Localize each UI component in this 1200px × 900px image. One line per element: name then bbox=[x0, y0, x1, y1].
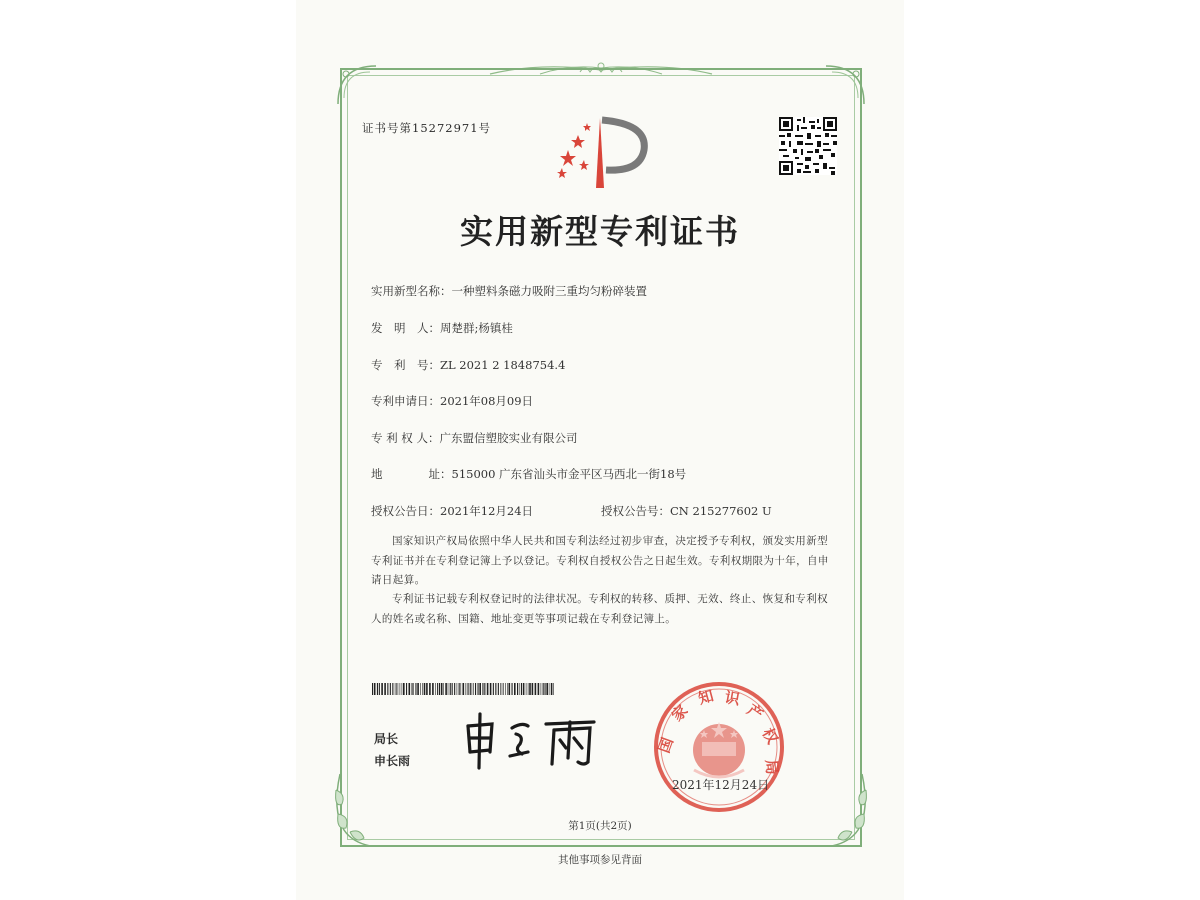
field-value: 2021年08月09日 bbox=[440, 394, 534, 408]
barcode-bar bbox=[374, 683, 376, 695]
barcode-bar bbox=[437, 683, 438, 695]
barcode-bar bbox=[413, 683, 414, 695]
barcode-bar bbox=[500, 683, 501, 695]
barcode-bar bbox=[498, 683, 499, 695]
barcode-bar bbox=[514, 683, 516, 695]
patent-logo-icon bbox=[552, 110, 650, 192]
barcode-bar bbox=[493, 683, 494, 695]
barcode-bar bbox=[502, 683, 503, 695]
barcode-bar bbox=[426, 683, 428, 695]
barcode-bar bbox=[415, 683, 416, 695]
barcode-bar bbox=[403, 683, 405, 695]
barcode-bar bbox=[448, 683, 449, 695]
barcode-bar bbox=[402, 683, 403, 695]
barcode-bar bbox=[400, 683, 401, 695]
barcode-bar bbox=[429, 683, 431, 695]
barcode-bar bbox=[439, 683, 440, 695]
corner-ornament-icon bbox=[330, 770, 386, 850]
barcode-bar bbox=[505, 683, 506, 695]
seal-date: 2021年12月24日 bbox=[672, 778, 770, 792]
barcode-bar bbox=[553, 683, 554, 695]
field-label: 发 明 人： bbox=[371, 321, 440, 335]
barcode-bar bbox=[396, 683, 397, 695]
corner-ornament-icon bbox=[822, 62, 868, 108]
barcode-bar bbox=[526, 683, 527, 695]
barcode-bar bbox=[545, 683, 546, 695]
barcode-bar bbox=[473, 683, 474, 695]
field-value: 周楚群;杨镇桂 bbox=[440, 321, 513, 335]
barcode-bar bbox=[420, 683, 421, 695]
svg-text:知: 知 bbox=[696, 686, 716, 708]
barcode-bar bbox=[387, 683, 388, 695]
field-label: 专 利 号： bbox=[371, 358, 440, 372]
barcode-bar bbox=[441, 683, 443, 695]
barcode-bar bbox=[452, 683, 453, 695]
barcode-bar bbox=[395, 683, 396, 695]
barcode-icon bbox=[372, 683, 557, 695]
barcode-bar bbox=[523, 683, 525, 695]
barcode-bar bbox=[422, 683, 423, 695]
barcode-bar bbox=[507, 683, 508, 695]
barcode-bar bbox=[432, 683, 434, 695]
barcode-bar bbox=[457, 683, 458, 695]
barcode-bar bbox=[409, 683, 411, 695]
field-patent-number bbox=[371, 357, 565, 373]
field-label: 地 址： bbox=[371, 467, 452, 481]
field-label: 授权公告日： bbox=[371, 504, 440, 518]
barcode-bar bbox=[424, 683, 426, 695]
barcode-bar bbox=[551, 683, 553, 695]
svg-text:识: 识 bbox=[723, 688, 742, 709]
field-label: 授权公告号： bbox=[601, 504, 670, 518]
barcode-bar bbox=[377, 683, 378, 695]
barcode-bar bbox=[398, 683, 399, 695]
barcode-bar bbox=[466, 683, 467, 695]
barcode-bar bbox=[482, 683, 483, 695]
barcode-bar bbox=[445, 683, 447, 695]
barcode-bar bbox=[435, 683, 436, 695]
director-name: 申长雨 bbox=[374, 754, 411, 768]
barcode-bar bbox=[541, 683, 542, 695]
barcode-bar bbox=[549, 683, 550, 695]
field-grant-date bbox=[371, 503, 533, 519]
field-label: 专利申请日： bbox=[371, 394, 440, 408]
field-inventor bbox=[371, 320, 513, 336]
handwritten-signature bbox=[462, 712, 600, 770]
body-paragraph: 专利证书记载专利权登记时的法律状况。专利权的转移、质押、无效、终止、恢复和专利权人的姓名或名称、国籍、地址变更等事项记载在专利登记簿上。 bbox=[371, 593, 828, 625]
barcode-bar bbox=[495, 683, 496, 695]
barcode-bar bbox=[509, 683, 511, 695]
barcode-bar bbox=[472, 683, 473, 695]
field-value: 515000 广东省汕头市金平区马西北一街18号 bbox=[451, 467, 687, 481]
barcode-bar bbox=[454, 683, 455, 695]
field-value: 2021年12月24日 bbox=[440, 504, 534, 518]
svg-text:产: 产 bbox=[743, 700, 767, 724]
field-label: 专 利 权 人： bbox=[371, 431, 440, 445]
barcode-bar bbox=[512, 683, 513, 695]
barcode-bar bbox=[467, 683, 468, 695]
barcode-bar bbox=[463, 683, 465, 695]
qr-code-icon bbox=[779, 117, 837, 175]
barcode-bar bbox=[443, 683, 444, 695]
barcode-bar bbox=[381, 683, 383, 695]
field-label: 实用新型名称： bbox=[371, 284, 452, 298]
corner-ornament-icon bbox=[334, 62, 380, 108]
barcode-bar bbox=[461, 683, 462, 695]
barcode-bar bbox=[384, 683, 386, 695]
barcode-bar bbox=[519, 683, 520, 695]
barcode-bar bbox=[379, 683, 380, 695]
barcode-bar bbox=[459, 683, 460, 695]
field-grant-number bbox=[601, 503, 772, 519]
corner-ornament-icon bbox=[816, 770, 872, 850]
barcode-bar bbox=[417, 683, 419, 695]
barcode-bar bbox=[390, 683, 391, 695]
seal-icon bbox=[652, 680, 786, 814]
barcode-bar bbox=[372, 683, 373, 695]
field-value: ZL 2021 2 1848754.4 bbox=[440, 358, 566, 372]
barcode-bar bbox=[517, 683, 518, 695]
body-paragraph: 国家知识产权局依照中华人民共和国专利法经过初步审查，决定授予专利权，颁发实用新型专利证书并在专利登记簿上予以登记。专利权自授权公告之日起生效。专利权期限为十年，自申请日起算。 bbox=[371, 535, 829, 586]
barcode-bar bbox=[503, 683, 504, 695]
footer-note: 其他事项参见背面 bbox=[558, 854, 642, 866]
svg-text:局: 局 bbox=[762, 758, 782, 776]
field-value: 广东盟信塑胶实业有限公司 bbox=[439, 431, 578, 445]
barcode-bar bbox=[479, 683, 481, 695]
svg-text:家: 家 bbox=[668, 701, 692, 725]
director-title: 局长 bbox=[374, 732, 399, 746]
field-value: CN 215277602 U bbox=[670, 504, 772, 518]
field-address bbox=[371, 466, 686, 482]
svg-text:权: 权 bbox=[758, 725, 782, 748]
barcode-bar bbox=[478, 683, 479, 695]
barcode-bar bbox=[392, 683, 393, 695]
svg-text:国: 国 bbox=[654, 735, 677, 756]
field-utility-model-name bbox=[371, 283, 647, 299]
barcode-bar bbox=[450, 683, 451, 695]
barcode-bar bbox=[468, 683, 469, 695]
barcode-bar bbox=[543, 683, 544, 695]
barcode-bar bbox=[546, 683, 548, 695]
barcode-bar bbox=[528, 683, 529, 695]
barcode-bar bbox=[475, 683, 476, 695]
field-value: 一种塑料条磁力吸附三重均匀粉碎装置 bbox=[451, 284, 647, 298]
barcode-bar bbox=[484, 683, 485, 695]
barcode-bar bbox=[406, 683, 407, 695]
field-patentee bbox=[371, 430, 577, 446]
barcode-bar bbox=[529, 683, 531, 695]
certificate-title: 实用新型专利证书 bbox=[460, 212, 740, 251]
field-application-date bbox=[371, 393, 533, 409]
barcode-bar bbox=[412, 683, 413, 695]
barcode-bar bbox=[538, 683, 540, 695]
barcode-bar bbox=[521, 683, 522, 695]
barcode-bar bbox=[532, 683, 534, 695]
page-number: 第1页(共2页) bbox=[568, 820, 632, 832]
barcode-bar bbox=[490, 683, 492, 695]
barcode-bar bbox=[470, 683, 471, 695]
certificate-number: 证书号第15272971号 bbox=[362, 121, 492, 135]
barcode-bar bbox=[487, 683, 489, 695]
barcode-bar bbox=[535, 683, 537, 695]
